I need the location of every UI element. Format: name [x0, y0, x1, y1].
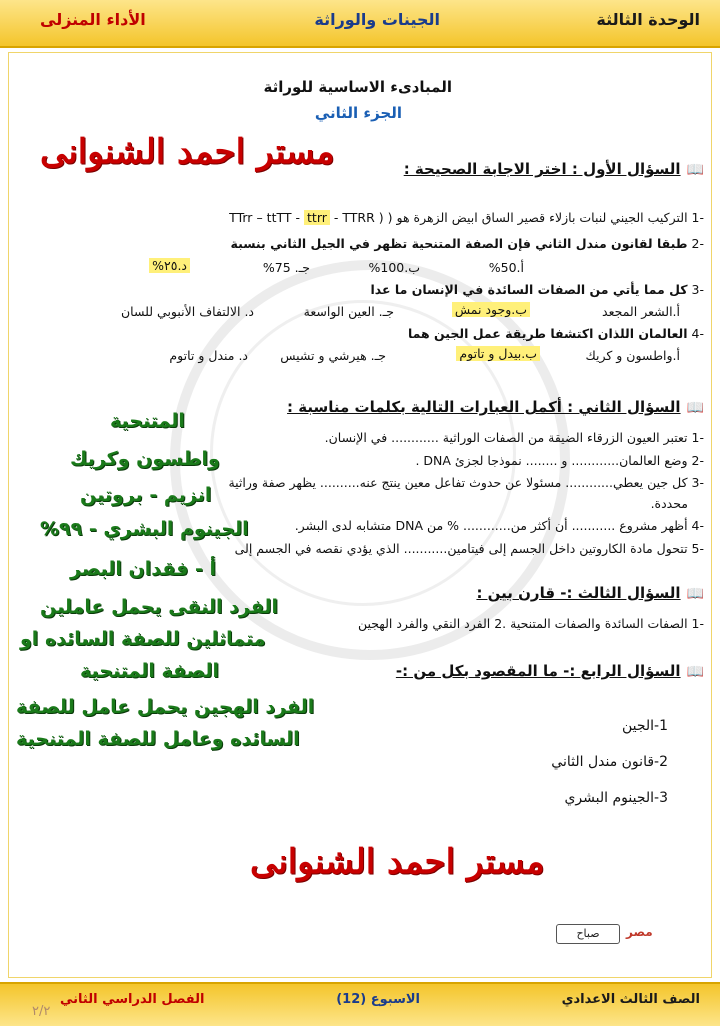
q1-1-opt-a: TTRR: [342, 210, 375, 225]
q1-item-3-text: كل مما يأتي من الصفات السائدة في الإنسان ما عدا: [370, 282, 688, 297]
grade-label: الصف الثالث الاعدادي: [561, 992, 700, 1007]
q2-item-3-text: كل جين يعطي............ مسئولا عن حدوث تفاعل معين ينتج عنه.......... يظهر صفة وراثية: [228, 475, 688, 490]
site-logo: [556, 922, 668, 944]
answer-6: الفرد النقى يحمل عاملين: [40, 596, 279, 618]
q1-2-opt-c: جـ. 75%: [262, 260, 310, 275]
week-label: الاسبوع (12): [336, 992, 420, 1007]
answer-1: المتنحية: [110, 410, 185, 432]
book-icon: 📖: [686, 586, 704, 602]
q2-item-1-num: -1: [691, 430, 704, 445]
homework-label: الأداء المنزلى: [40, 10, 146, 29]
topic-label: الجينات والوراثة: [314, 10, 440, 29]
q1-item-3: [371, 282, 704, 297]
q2-item-3: [228, 475, 704, 490]
q2-item-2-num: -2: [691, 453, 704, 468]
q2-item-3-cont: محددة.: [650, 496, 688, 511]
q1-1-paren: ): [378, 210, 384, 225]
answer-8: الصفة المتنحية: [80, 660, 220, 682]
q1-2-opt-d-answer: د.٢٥%: [149, 258, 190, 273]
unit-label: الوحدة الثالثة: [596, 10, 700, 29]
teacher-name-bottom: مستر احمد الشنوانى: [250, 842, 545, 882]
q1-item-1-text: التركيب الجيني لنبات بازلاء قصير الساق ابيض الزهرة هو (: [387, 210, 688, 225]
q3-item-1-text: الصفات السائدة والصفات المتنحية .2 الفرد النقي والفرد الهجين: [357, 616, 688, 631]
q2-item-2-text: وضع العالمان............ و ........ نموذجا لجزئ DNA .: [415, 453, 688, 468]
q1-2-opt-a: أ.50%: [488, 260, 524, 275]
site-logo-text: مصر: [626, 925, 653, 939]
book-icon: 📖: [686, 664, 704, 680]
q1-item-1: [229, 210, 704, 225]
q2-item-3-num: -3: [691, 475, 704, 490]
q2-item-4-num: -4: [691, 518, 704, 533]
answer-9: الفرد الهجين يحمل عامل للصفة: [16, 696, 315, 718]
q1-3-opt-c: جـ. العين الواسعة: [303, 304, 394, 319]
teacher-name-top: مستر احمد الشنوانى: [40, 132, 335, 172]
q1-4-opt-b-answer: ب.بيدل و تاتوم: [456, 346, 540, 361]
q2-title-text: السؤال الثاني : أكمل العبارات التالية بكلمات مناسبة :: [287, 398, 681, 416]
q1-item-1-num: -1: [691, 210, 704, 225]
q3-item-1: [358, 616, 704, 631]
q1-item-4-text: العالمان اللذان اكتشفا طريقة عمل الجين هما: [407, 326, 688, 341]
q2-item-2: [415, 453, 704, 468]
page-header: [0, 0, 720, 48]
q4-item-3: 3-الجينوم البشري: [564, 790, 668, 806]
q4-item-1: 1-الجين: [621, 718, 668, 734]
q2-item-4: [295, 518, 704, 533]
q1-1-opt-b-answer: ttrr: [304, 210, 330, 225]
q1-1-opt-d: ttTT: [266, 210, 292, 225]
q1-item-2: [231, 236, 704, 251]
term-label: الفصل الدراسي الثاني: [60, 992, 205, 1007]
q3-item-1-num: -1: [691, 616, 704, 631]
q1-4-opt-c: جـ. هيرشي و تشيس: [280, 348, 386, 363]
q1-4-opt-a: أ.واطسون و كريك: [585, 348, 680, 363]
q4-title-text: السؤال الرابع :- ما المقصود بكل من :-: [395, 662, 681, 680]
answer-4: الجينوم البشري - ٩٩%: [40, 518, 249, 540]
q1-3-opt-a: أ.الشعر المجعد: [602, 304, 680, 319]
q1-3-opt-b-answer: ب.وجود نمش: [452, 302, 530, 317]
q1-item-2-num: -2: [691, 236, 704, 251]
q1-1-dash-2: -: [333, 210, 339, 225]
page-title: المبادىء الاساسية للوراثة: [263, 78, 452, 96]
answer-7: متماثلين للصفة السائده او: [20, 628, 266, 650]
q1-2-opt-b: ب.100%: [368, 260, 420, 275]
q2-item-5: [235, 541, 704, 556]
q4-title: [396, 662, 704, 680]
q1-item-1-options: [229, 210, 384, 225]
answer-10: السائده وعامل للصفة المتنحية: [16, 728, 300, 750]
q1-title: [404, 160, 704, 178]
q2-item-4-text: أظهر مشروع ........... أن أكثر من............ % من DNA متشابه لدى البشر.: [294, 518, 688, 533]
q1-item-4: [408, 326, 704, 341]
site-logo-box: صباح: [556, 924, 620, 944]
q1-1-endash: –: [256, 210, 263, 225]
q2-title: [287, 398, 704, 416]
q1-item-2-text: طبقا لقانون مندل الثاني فإن الصفة المتنحية تظهر في الجيل الثاني بنسبة: [230, 236, 688, 251]
q2-item-1: [325, 430, 704, 445]
answer-3: انزيم - بروتين: [80, 484, 212, 506]
q1-4-opt-d: د. مندل و تاتوم: [169, 348, 248, 363]
book-icon: 📖: [686, 162, 704, 178]
page-footer: [0, 982, 720, 1026]
book-icon: 📖: [686, 400, 704, 416]
q3-title: [476, 584, 704, 602]
q2-item-5-num: -5: [691, 541, 704, 556]
q1-1-dash: -: [295, 210, 301, 225]
q4-item-2: 2-قانون مندل الثاني: [551, 754, 668, 770]
q2-item-1-text: تعتبر العيون الزرقاء الضيقة من الصفات الوراثية ............ في الإنسان.: [324, 430, 688, 445]
page-subtitle: الجزء الثاني: [314, 104, 402, 122]
q2-item-5-text: تتحول مادة الكاروتين داخل الجسم إلى فيتامين........... الذي يؤدي نقصه في الجسم إلى: [234, 541, 688, 556]
q1-1-opt-c: TTrr: [229, 210, 253, 225]
q1-item-4-num: -4: [691, 326, 704, 341]
q1-item-3-num: -3: [691, 282, 704, 297]
page-number: ٢/٢: [32, 1004, 51, 1019]
answer-2: واطسون وكريك: [70, 448, 220, 470]
q3-title-text: السؤال الثالث :- قارن بين :: [476, 584, 681, 602]
answer-5: أ - فقدان البصر: [70, 558, 217, 580]
q1-title-text: السؤال الأول : اختر الاجابة الصحيحة :: [403, 160, 681, 178]
q1-3-opt-d: د. الالتفاف الأنبوبي للسان: [120, 304, 254, 319]
